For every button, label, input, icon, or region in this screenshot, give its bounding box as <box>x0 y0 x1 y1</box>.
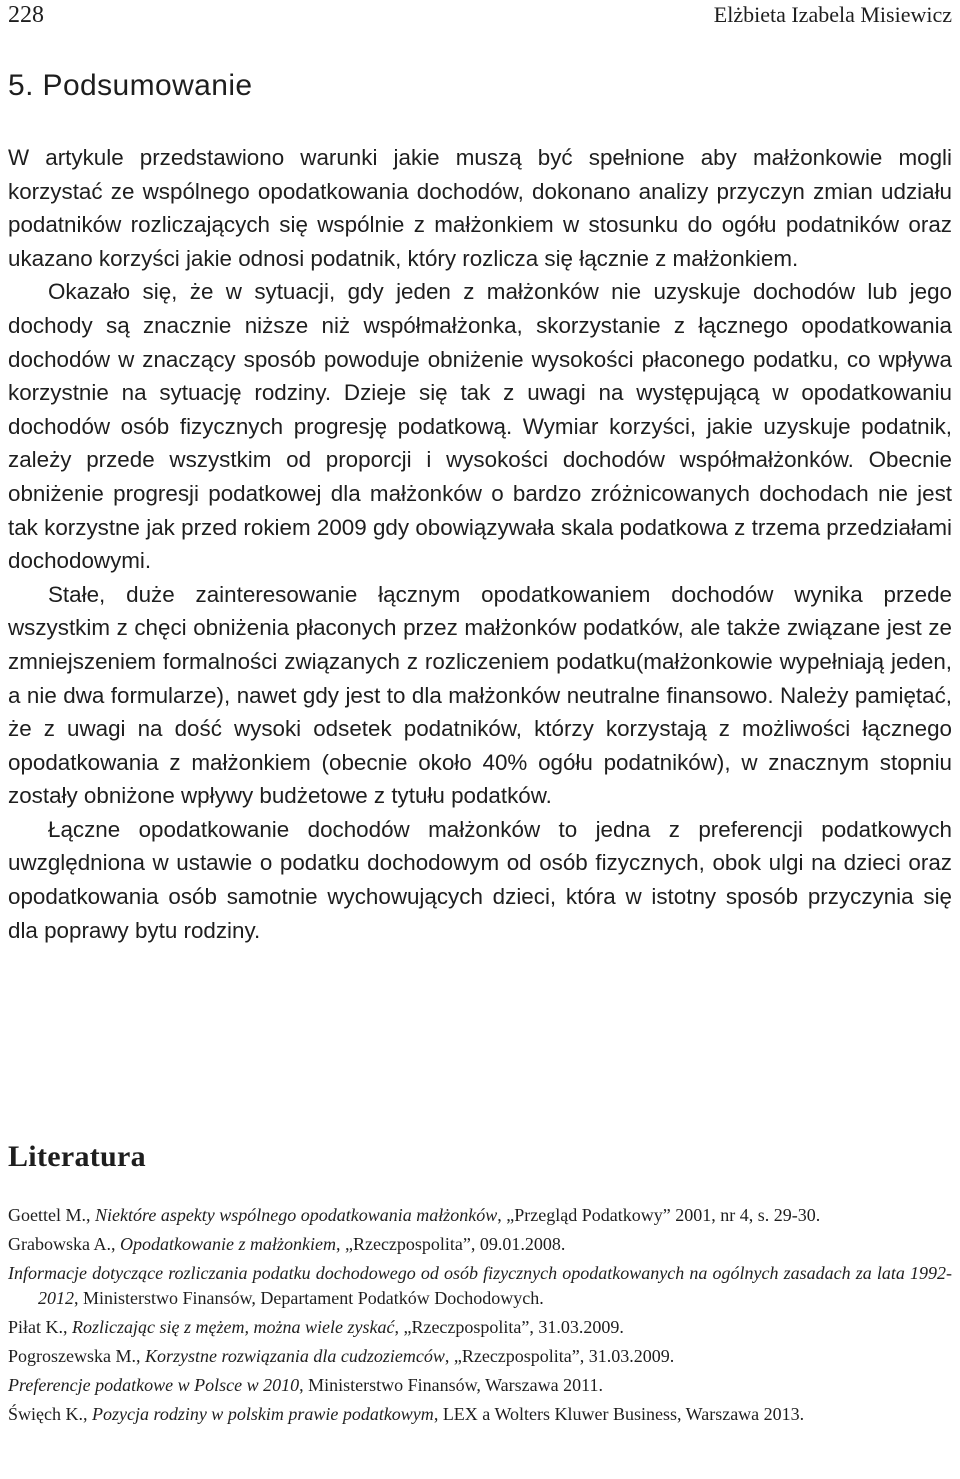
reference-details: , Ministerstwo Finansów, Warszawa 2011. <box>299 1375 603 1395</box>
reference-details: , „Rzeczpospolita”, 31.03.2009. <box>394 1317 624 1337</box>
paragraph: W artykule przedstawiono warunki jakie muszą być spełnione aby małżonkowie mogli korzystać ze wspólnego opodatkowania dochodów, dokonano analizy przyczyn zmian udziału podatników rozliczających się wspólnie z małżonkiem w stosunku do ogółu podatników oraz ukazano korzyści jakie odnosi podatnik, który rozlicza się łącznie z małżonkiem. <box>8 145 952 271</box>
reference-title: Pozycja rodziny w polskim prawie podatkowym <box>92 1404 434 1424</box>
reference-entry <box>8 1402 952 1427</box>
reference-entry <box>8 1203 952 1228</box>
reference-title: Preferencje podatkowe w Polsce w 2010 <box>8 1375 300 1395</box>
reference-details: , LEX a Wolters Kluwer Business, Warszawa 2013. <box>433 1404 805 1424</box>
reference-list <box>8 1203 952 1431</box>
reference-author: Grabowska A., <box>8 1234 120 1254</box>
reference-entry <box>8 1373 952 1398</box>
reference-details: , Ministerstwo Finansów, Departament Podatków Dochodowych. <box>74 1288 544 1308</box>
reference-details: , „Przegląd Podatkowy” 2001, nr 4, s. 29-30. <box>497 1205 821 1225</box>
reference-details: , „Rzeczpospolita”, 09.01.2008. <box>335 1234 566 1254</box>
section-heading: 5. Podsumowanie <box>8 69 253 102</box>
reference-entry <box>8 1261 952 1311</box>
paragraph: Stałe, duże zainteresowanie łącznym opodatkowaniem dochodów wynika przede wszystkim z chęci obniżenia płaconych przez małżonków podatków, ale także związane jest ze zmniejszeniem formalności związanych z rozliczeniem podatku(małżonkowie wypełniają jeden, a nie dwa formularze), nawet gdy jest to dla małżonków neutralne finansowo. Należy pamiętać, że z uwagi na dość wysoki odsetek podatników, którzy korzystają z możliwości łącznego opodatkowania z małżonkiem (obecnie około 40% ogółu podatników), w znacznym stopniu zostały obniżone wpływy budżetowe z tytułu podatków. <box>8 581 952 809</box>
reference-entry <box>8 1315 952 1340</box>
reference-title: Niektóre aspekty wspólnego opodatkowania małżonków <box>95 1205 498 1225</box>
reference-author: Święch K., <box>8 1404 92 1424</box>
reference-title: Informacje dotyczące rozliczania podatku dochodowego od osób fizycznych opodatkowanych na ogólnych zasadach za lata 1992-2012 <box>8 1263 952 1308</box>
reference-author: Pogroszewska M., <box>8 1346 145 1366</box>
reference-title: Korzystne rozwiązania dla cudzoziemców <box>145 1346 445 1366</box>
reference-author: Goettel M., <box>8 1205 95 1225</box>
page-number: 228 <box>8 2 44 28</box>
reference-title: Rozliczając się z mężem, można wiele zyskać <box>72 1317 395 1337</box>
reference-author: Piłat K., <box>8 1317 73 1337</box>
reference-title: Opodatkowanie z małżonkiem <box>119 1234 336 1254</box>
reference-entry <box>8 1232 952 1257</box>
reference-details: , „Rzeczpospolita”, 31.03.2009. <box>444 1346 675 1366</box>
reference-entry <box>8 1344 952 1369</box>
literature-heading: Literatura <box>8 1140 146 1173</box>
page-header <box>8 0 952 32</box>
summary-body <box>8 141 952 947</box>
paragraph: Okazało się, że w sytuacji, gdy jeden z małżonków nie uzyskuje dochodów lub jego dochody są znacznie niższe niż współmałżonka, skorzystanie z łącznego opodatkowania dochodów w znaczący sposób powoduje obniżenie wysokości płaconego podatku, co wpływa korzystnie na sytuację rodziny. Dzieje się tak z uwagi na występującą w opodatkowaniu dochodów osób fizycznych progresję podatkową. Wymiar korzyści, jakie uzyskuje podatnik, zależy przede wszystkim od proporcji i wysokości dochodów współmałżonków. Obecnie obniżenie progresji podatkowej dla małżonków o bardzo zróżnicowanych dochodach nie jest tak korzystne jak przed rokiem 2009 gdy obowiązywała skala podatkowa z trzema przedziałami dochodowymi. <box>8 279 952 574</box>
paragraph: Łączne opodatkowanie dochodów małżonków to jedna z preferencji podatkowych uwzględniona w ustawie o podatku dochodowym od osób fizycznych, obok ulgi na dzieci oraz opodatkowania osób samotnie wychowujących dzieci, która w istotny sposób przyczynia się dla poprawy bytu rodziny. <box>8 816 952 943</box>
running-head-author: Elżbieta Izabela Misiewicz <box>713 2 952 27</box>
